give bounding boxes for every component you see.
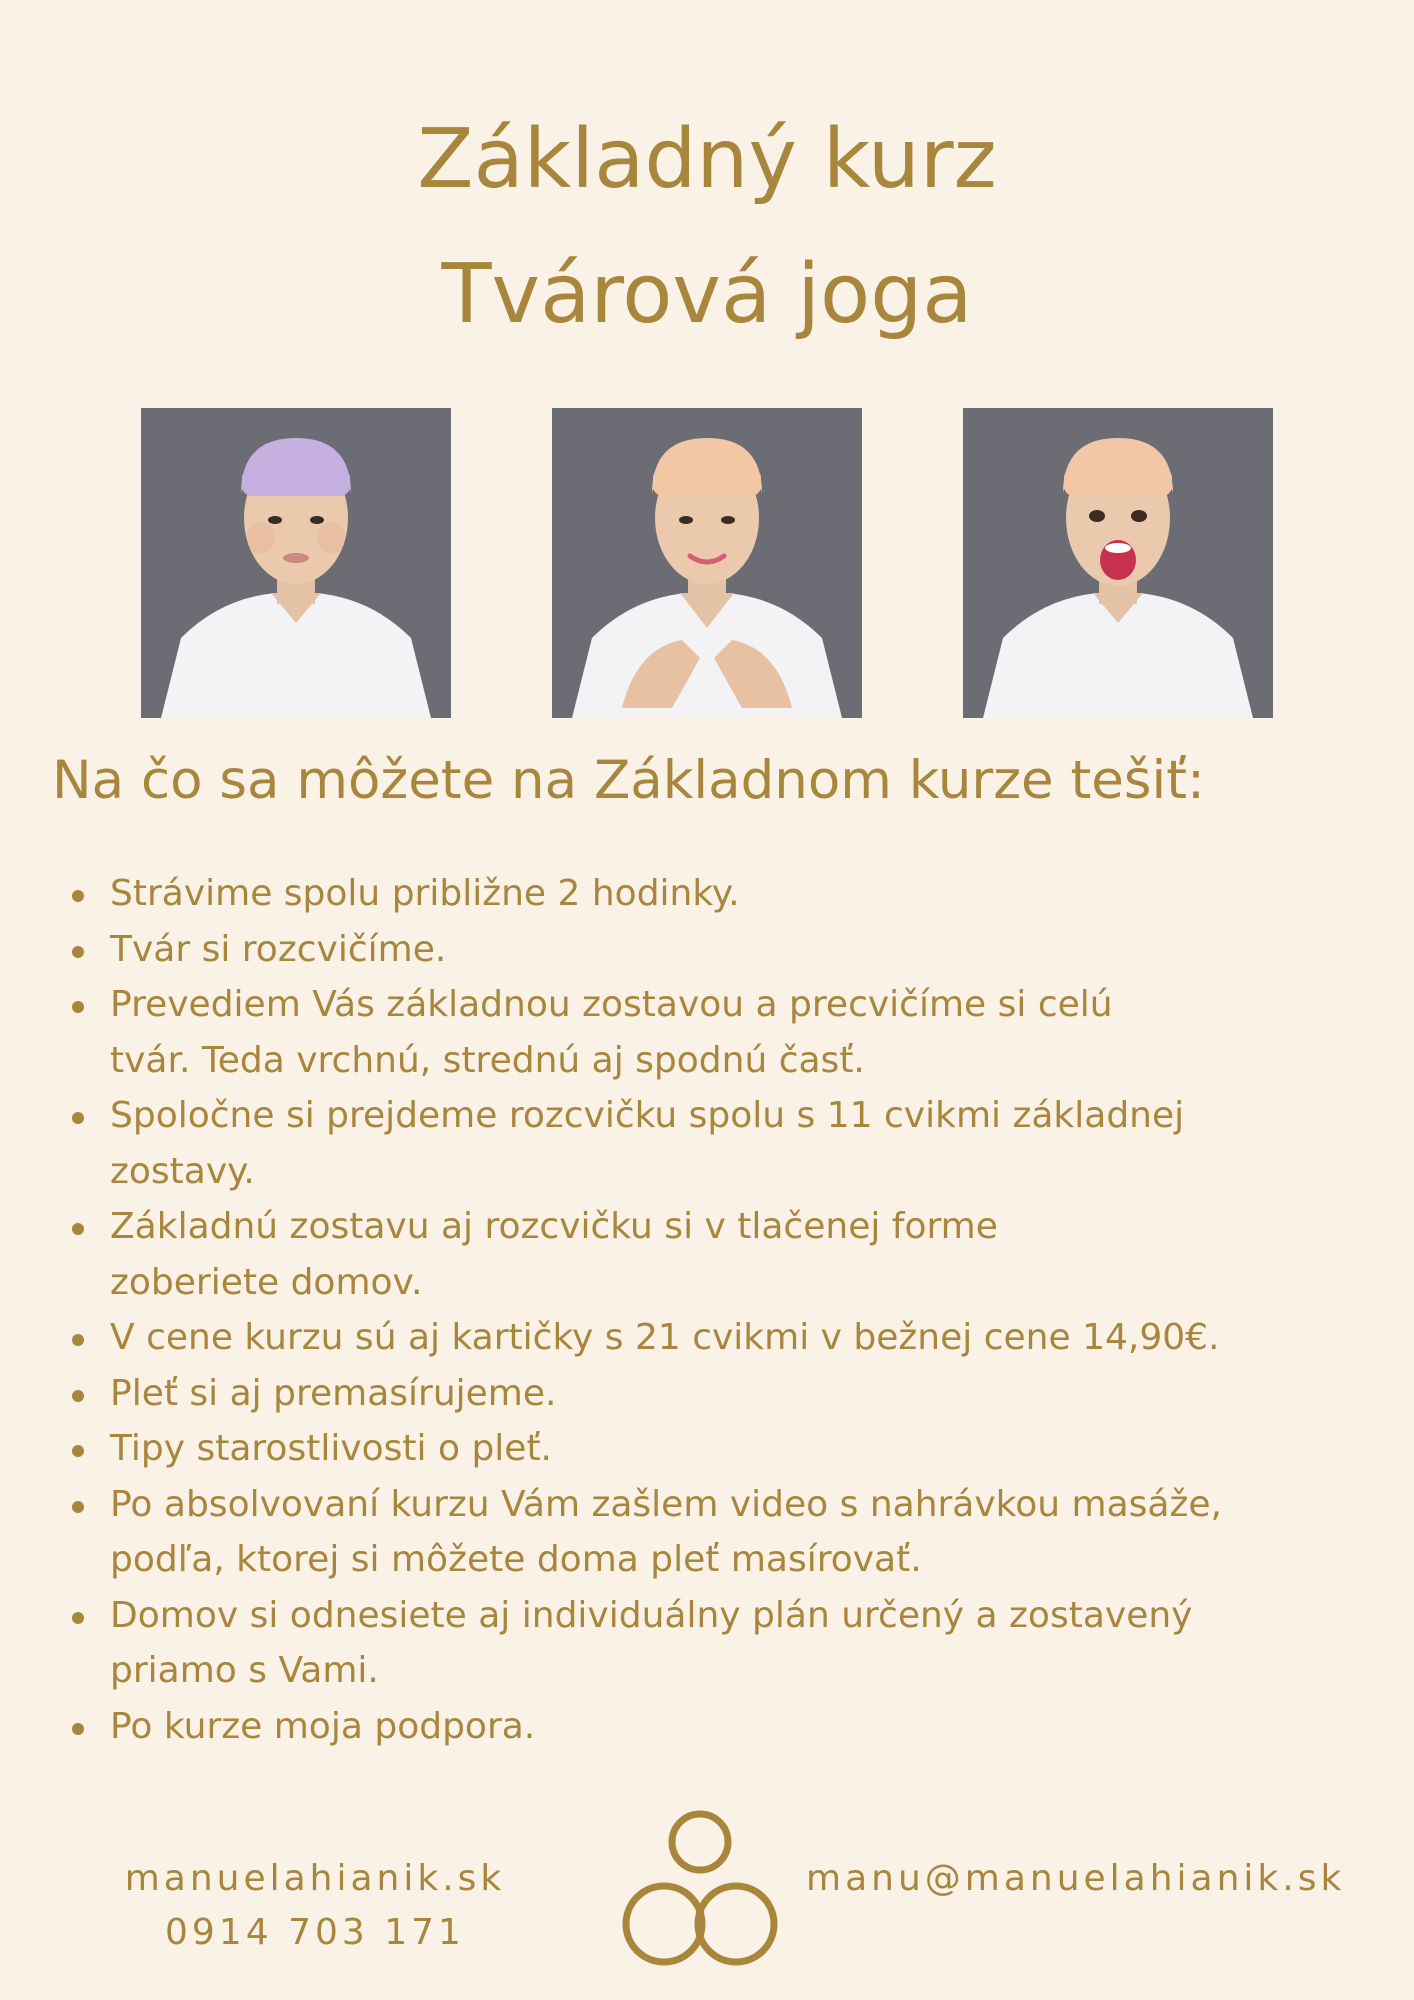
title-line-1: Základný kurz	[417, 112, 997, 207]
title-line-2: Tvárová joga	[441, 247, 973, 342]
portrait-illustration	[552, 408, 862, 718]
benefits-heading: Na čo sa môžete na Základnom kurze tešiť:	[52, 750, 1205, 811]
list-item: Po absolvovaní kurzu Vám zašlem video s nahrávkou masáže, podľa, ktorej si môžete doma pleť masírovať.	[64, 1477, 1344, 1588]
list-item: Domov si odnesiete aj individuálny plán určený a zostavený priamo s Vami.	[64, 1588, 1344, 1699]
portrait-illustration	[141, 408, 451, 718]
list-item: Po kurze moja podpora.	[64, 1699, 1344, 1755]
photo-row	[0, 408, 1414, 718]
list-item: Základnú zostavu aj rozcvičku si v tlačenej forme zoberiete domov.	[64, 1199, 1344, 1310]
portrait-illustration	[963, 408, 1273, 718]
phone-number[interactable]: 0914 703 171	[165, 1912, 465, 1953]
benefits-list	[64, 866, 1344, 1754]
email-link[interactable]: manu@manuelahianik.sk	[806, 1858, 1346, 1899]
photo-open-mouth	[963, 408, 1273, 718]
list-item: Strávime spolu približne 2 hodinky.	[64, 866, 1344, 922]
contact-block	[100, 1852, 530, 1960]
list-item: Prevediem Vás základnou zostavou a precvičíme si celú tvár. Teda vrchnú, strednú aj spodnú časť.	[64, 977, 1344, 1088]
list-item: Tvár si rozcvičíme.	[64, 922, 1344, 978]
page-title	[0, 92, 1414, 362]
list-item: Spoločne si prejdeme rozcvičku spolu s 11 cvikmi základnej zostavy.	[64, 1088, 1344, 1199]
list-item: Tipy starostlivosti o pleť.	[64, 1421, 1344, 1477]
list-item: Pleť si aj premasírujeme.	[64, 1366, 1344, 1422]
photo-smile	[552, 408, 862, 718]
photo-puffed-cheeks	[141, 408, 451, 718]
website-link[interactable]: manuelahianik.sk	[124, 1858, 506, 1899]
brand-logo-icon	[618, 1806, 782, 1974]
list-item: V cene kurzu sú aj kartičky s 21 cvikmi v bežnej cene 14,90€.	[64, 1310, 1344, 1366]
